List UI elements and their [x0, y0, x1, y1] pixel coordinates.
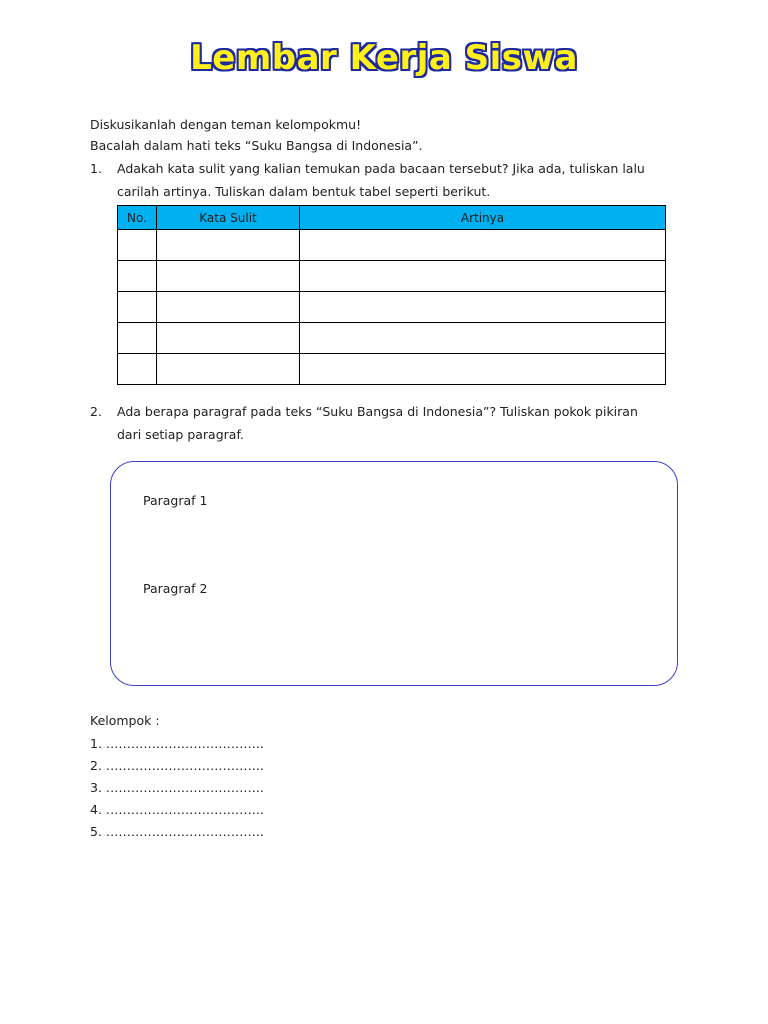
question-2-line-2: dari setiap paragraf. — [117, 427, 244, 442]
cell-no[interactable] — [118, 354, 157, 385]
header-artinya: Artinya — [300, 206, 666, 230]
cell-kata-sulit[interactable] — [157, 354, 300, 385]
cell-artinya[interactable] — [300, 354, 666, 385]
cell-artinya[interactable] — [300, 261, 666, 292]
question-2-line-1: Ada berapa paragraf pada teks “Suku Bangsa di Indonesia”? Tuliskan pokok pikiran — [117, 404, 638, 419]
group-member-line[interactable]: 5. ……………………………….. — [90, 824, 264, 839]
header-no: No. — [118, 206, 157, 230]
cell-kata-sulit[interactable] — [157, 292, 300, 323]
worksheet-title: Lembar Kerja Siswa — [190, 38, 578, 78]
cell-kata-sulit[interactable] — [157, 323, 300, 354]
group-member-line[interactable]: 4. ……………………………….. — [90, 802, 264, 817]
cell-no[interactable] — [118, 292, 157, 323]
question-2-number: 2. — [90, 404, 102, 419]
intro-line-2: Bacalah dalam hati teks “Suku Bangsa di Indonesia”. — [90, 138, 423, 153]
cell-no[interactable] — [118, 261, 157, 292]
group-member-line[interactable]: 2. ……………………………….. — [90, 758, 264, 773]
table-row — [118, 230, 666, 261]
cell-kata-sulit[interactable] — [157, 261, 300, 292]
intro-line-1: Diskusikanlah dengan teman kelompokmu! — [90, 117, 362, 132]
question-1-line-2: carilah artinya. Tuliskan dalam bentuk tabel seperti berikut. — [117, 184, 491, 199]
table-row — [118, 292, 666, 323]
paragraph-2-label: Paragraf 2 — [143, 581, 208, 596]
cell-no[interactable] — [118, 323, 157, 354]
table-header-row — [118, 206, 666, 230]
group-member-line[interactable]: 3. ……………………………….. — [90, 780, 264, 795]
header-kata-sulit: Kata Sulit — [157, 206, 300, 230]
table-row — [118, 323, 666, 354]
vocabulary-table — [117, 205, 666, 385]
group-label: Kelompok : — [90, 713, 160, 728]
table-row — [118, 354, 666, 385]
cell-no[interactable] — [118, 230, 157, 261]
cell-artinya[interactable] — [300, 292, 666, 323]
group-member-line[interactable]: 1. ……………………………….. — [90, 736, 264, 751]
paragraph-1-label: Paragraf 1 — [143, 493, 208, 508]
cell-artinya[interactable] — [300, 230, 666, 261]
cell-kata-sulit[interactable] — [157, 230, 300, 261]
question-1-line-1: Adakah kata sulit yang kalian temukan pada bacaan tersebut? Jika ada, tuliskan lalu — [117, 161, 645, 176]
cell-artinya[interactable] — [300, 323, 666, 354]
question-1-number: 1. — [90, 161, 102, 176]
table-row — [118, 261, 666, 292]
